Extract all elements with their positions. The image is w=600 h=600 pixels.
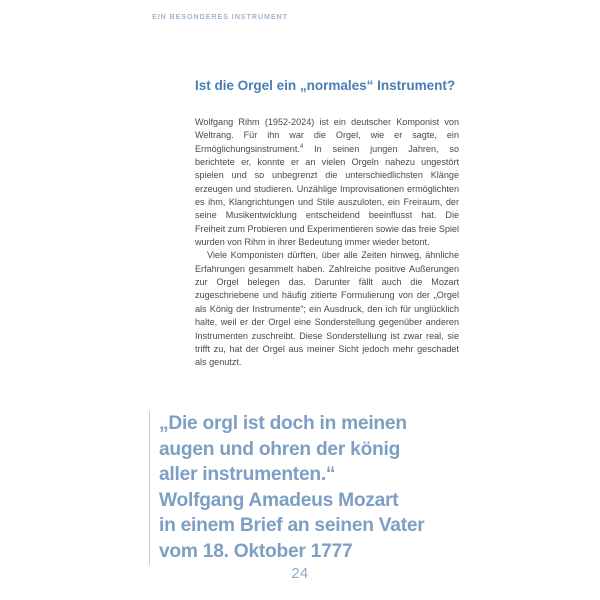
quote-attribution-line-2: in einem Brief an seinen Vater (159, 515, 425, 537)
paragraph-1-part-1: Wolfgang Rihm (1952-2024) ist ein deutscher Komponist von Weltrang. Für ihn war die Orgel, wie er sagte, ein Ermöglichungsinstrument. (195, 117, 459, 154)
page-title: Ist die Orgel ein „normales“ Instrument? (195, 78, 456, 94)
quote-line-1: „Die orgl ist doch in meinen (159, 413, 407, 434)
paragraph-2: Viele Komponisten dürften, über alle Zeiten hinweg, ähnliche Erfahrungen gesammelt haben. Zahlreiche positive Außerungen zur Orgel belegen das. Darunter fällt auch die Mozart zugeschriebene und häufig zitierte Formulierung von der „Orgel als König der Instrumente“; ein Ausdruck, den ich für unglücklich halte, weil er der Orgel eine Sonderstellung gegenüber anderen Instrumenten zuschreibt. Diese Sonderstellung ist zwar real, sie trifft zu, hat der Orgel aus meiner Sicht jedoch mehr geschadet als genutzt. (195, 250, 459, 368)
page-number: 24 (291, 566, 309, 582)
quote-line-3: aller instrumenten.“ (159, 464, 336, 486)
paragraph-1-part-2: In seinen jungen Jahren, so berichtete er, konnte er an vielen Orgeln nahezu ungestört spielen und so unbegrenzt die unterschiedlichsten Klänge erzeugen und studieren. Unzählige Improvisationen ermöglichten es ihm, Klangrichtungen und Stile auszuloten, ein Freiraum, der seine Musikentwicklung entscheidend beeinflusst hat. Die Freiheit zum Probieren und Experimentieren sowie das freie Spiel wurden von Rihm in ihrer Bedeutung immer wieder betont. (195, 143, 459, 248)
footnote-marker[interactable]: 4 (299, 143, 304, 150)
quote-attribution-line-3: vom 18. Oktober 1777 (159, 540, 353, 562)
pull-quote (149, 411, 479, 565)
running-header: EIN BESONDERES INSTRUMENT (152, 12, 288, 21)
paragraph-1 (195, 116, 459, 249)
quote-line-2: augen und ohren der könig (159, 438, 401, 460)
body-text-block (195, 116, 459, 370)
quote-attribution-line-1: Wolfgang Amadeus Mozart (159, 489, 399, 511)
